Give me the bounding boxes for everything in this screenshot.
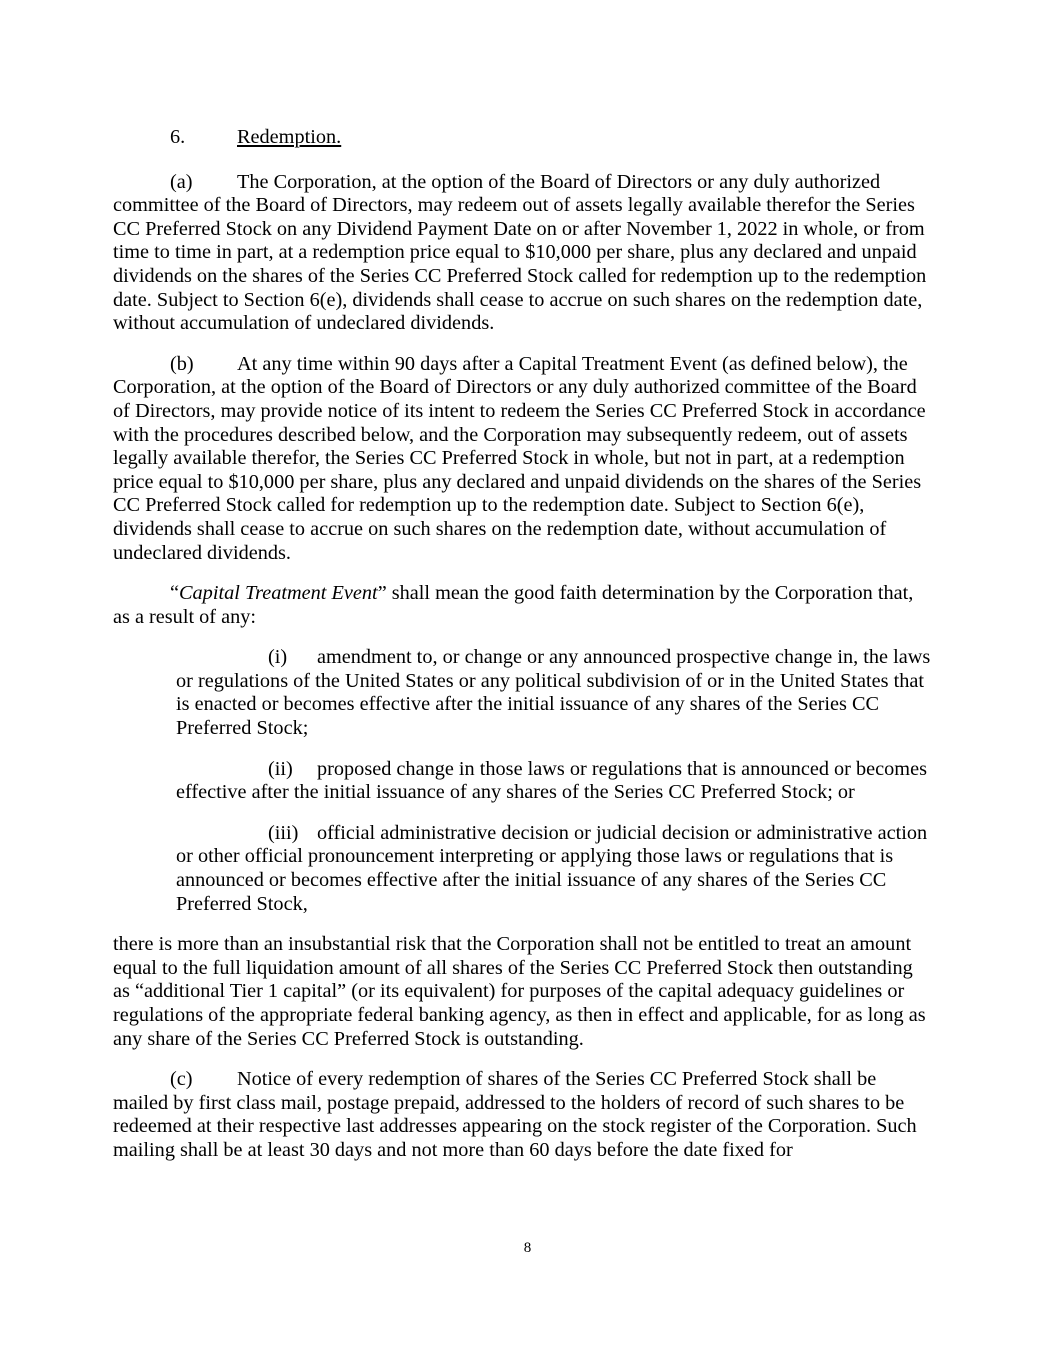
list-item-ii xyxy=(176,758,931,805)
definition-after-term: ” shall mean the good faith determination by the Corporation that, as a result of any: xyxy=(113,582,914,628)
paragraph-b-label: (b) xyxy=(170,352,194,375)
list-item-iii-label: (iii) xyxy=(268,821,299,844)
definition-tail-paragraph xyxy=(113,933,933,1051)
page-number: 8 xyxy=(523,1240,532,1256)
definition-term: Capital Treatment Event xyxy=(179,582,378,605)
document-body xyxy=(113,126,933,1180)
paragraph-a xyxy=(113,171,933,336)
paragraph-b xyxy=(113,353,933,565)
list-item-i-label: (i) xyxy=(268,646,288,669)
definition-tail-text: there is more than an insubstantial risk that the Corporation shall not be entitled to treat an amount equal to the full liquidation amount of all shares of the Series CC Preferred Stock then outstanding as “additional Tier 1 capital” (or its equivalent) for purposes of the capital adequacy guidelines or regulations of the appropriate federal banking agency, as then in effect and applicable, for as long as any share of the Series CC Preferred Stock is outstanding. xyxy=(113,933,926,1050)
section-title: Redemption. xyxy=(237,126,342,148)
definition-open-quote: “ xyxy=(170,582,180,605)
section-number: 6. xyxy=(170,126,186,148)
paragraph-a-text: The Corporation, at the option of the Board of Directors or any duly authorized committee of the Board of Directors, may redeem out of assets legally available therefor the Series CC Preferred Stock on any Dividend Payment Date on or after November 1, 2022 in whole, or from time to time in part, at a redemption price equal to $10,000 per share, plus any declared and unpaid dividends on the shares of the Series CC Preferred Stock called for redemption up to the redemption date. Subject to Section 6(e), dividends shall cease to accrue on such shares on the redemption date, without accumulation of undeclared dividends. xyxy=(113,170,927,335)
list-item-ii-label: (ii) xyxy=(268,757,293,780)
list-item-i xyxy=(176,646,931,740)
definition-intro-paragraph xyxy=(113,582,933,629)
list-item-iii xyxy=(176,822,931,916)
list-item-iii-text: official administrative decision or judicial decision or administrative action or other official pronouncement interpreting or applying those laws or regulations that is announced or becomes effective after the initial issuance of any shares of the Series CC Preferred Stock, xyxy=(176,821,928,915)
paragraph-c-text: Notice of every redemption of shares of the Series CC Preferred Stock shall be mailed by first class mail, postage prepaid, addressed to the holders of record of such shares to be redeemed at their respective last addresses appearing on the stock register of the Corporation. Such mailing shall be at least 30 days and not more than 60 days before the date fixed for xyxy=(113,1068,917,1161)
paragraph-c-label: (c) xyxy=(170,1068,193,1091)
paragraph-b-text: At any time within 90 days after a Capital Treatment Event (as defined below), the Corporation, at the option of the Board of Directors or any duly authorized committee of the Board of Directors, may provide notice of its intent to redeem the Series CC Preferred Stock in accordance with the procedures described below, and the Corporation may subsequently redeem, out of assets legally available therefor, the Series CC Preferred Stock in whole, but not in part, at a redemption price equal to $10,000 per share, plus any declared and unpaid dividends on the shares of the Series CC Preferred Stock called for redemption up to the redemption date. Subject to Section 6(e), dividends shall cease to accrue on such shares on the redemption date, without accumulation of undeclared dividends. xyxy=(113,352,926,564)
paragraph-a-label: (a) xyxy=(170,170,193,193)
section-heading xyxy=(113,126,933,150)
list-item-ii-text: proposed change in those laws or regulations that is announced or becomes effective after the initial issuance of any shares of the Series CC Preferred Stock; or xyxy=(176,757,927,804)
list-item-i-text: amendment to, or change or any announced prospective change in, the laws or regulations of the United States or any political subdivision of or in the United States that is enacted or becomes effective after the initial issuance of any shares of the Series CC Preferred Stock; xyxy=(176,646,931,740)
paragraph-c xyxy=(113,1068,933,1162)
